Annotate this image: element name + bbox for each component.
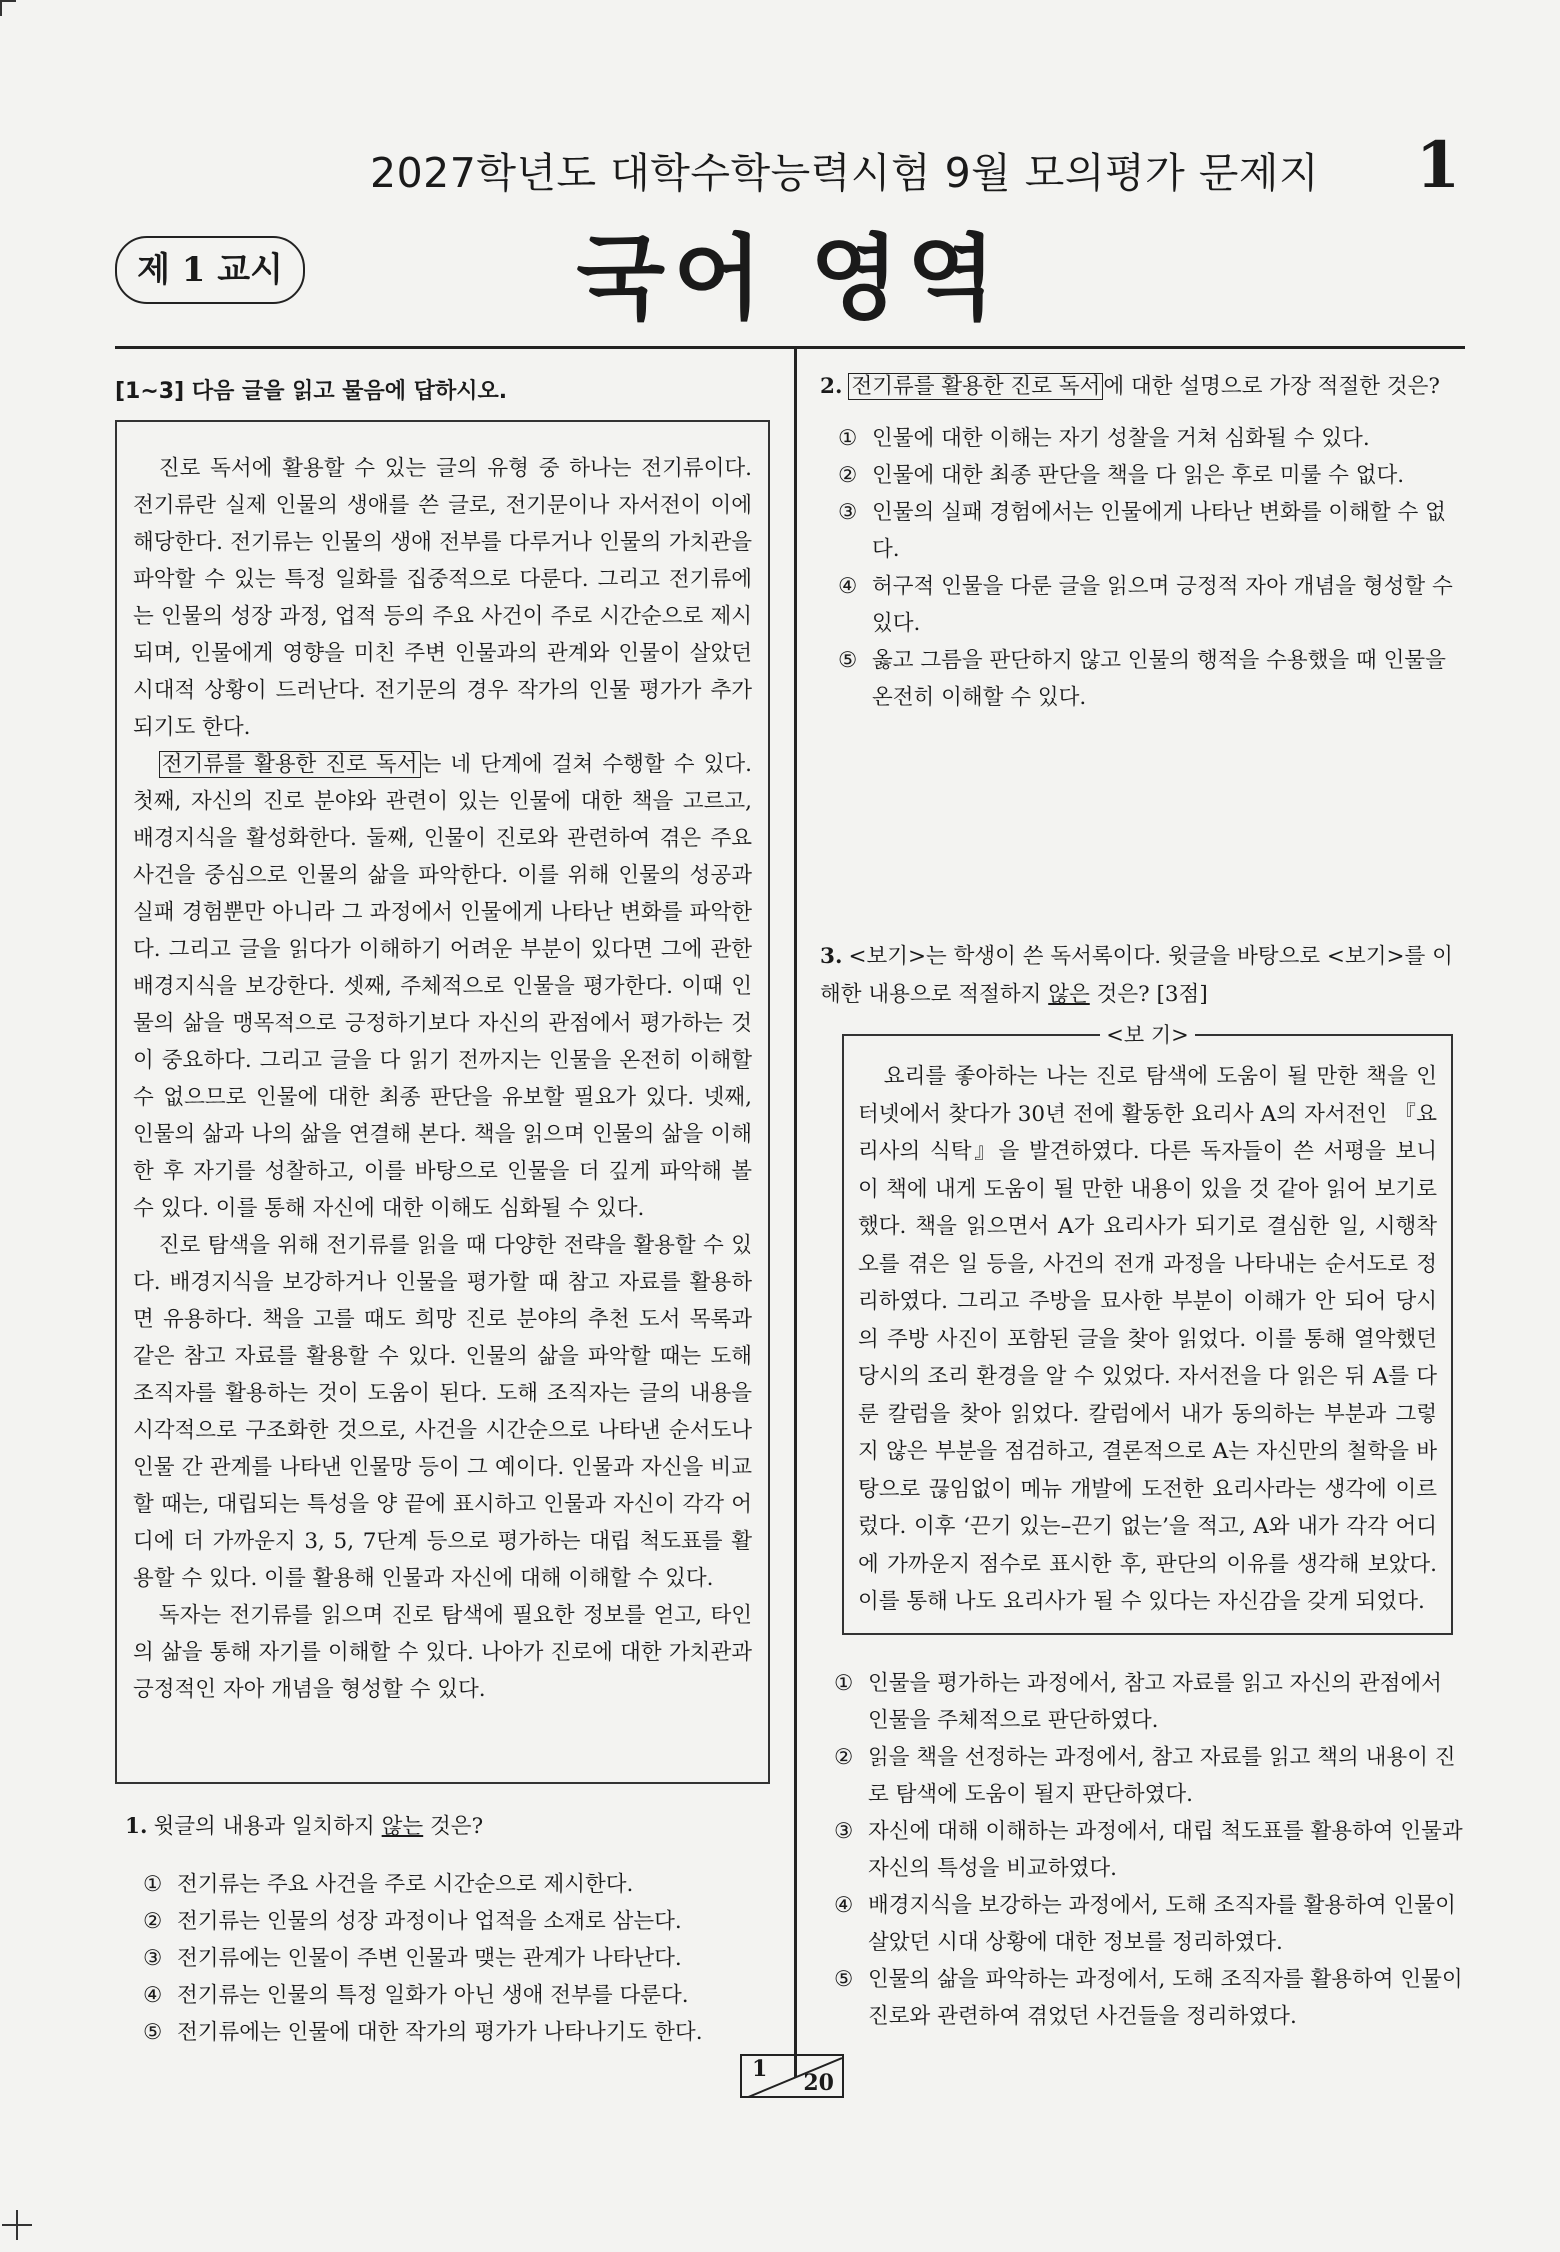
question-1-choice-1[interactable] bbox=[143, 1866, 775, 1903]
question-1-stem-text: 윗글의 내용과 일치하지 bbox=[153, 1814, 382, 1839]
choice-marker: ⑤ bbox=[834, 1966, 854, 1992]
question-1-underlined: 않는 bbox=[381, 1814, 424, 1839]
question-3-choices bbox=[820, 1665, 1465, 2035]
choice-text: 읽을 책을 선정하는 과정에서, 참고 자료를 읽고 책의 내용이 진로 탐색에 도움이 될지 판단하였다. bbox=[868, 1744, 1456, 1807]
question-3-underlined: 않은 bbox=[1048, 982, 1090, 1007]
page-indicator bbox=[740, 2054, 844, 2098]
choice-marker: ④ bbox=[838, 574, 858, 599]
question-3-stem-end: 것은? [3점] bbox=[1089, 982, 1208, 1007]
choice-text: 인물의 삶을 파악하는 과정에서, 도해 조직자를 활용하여 인물이 진로와 관련하여 겪었던 사건들을 정리하였다. bbox=[868, 1966, 1463, 2029]
choice-text: 인물에 대한 이해는 자기 성찰을 거쳐 심화될 수 있다. bbox=[872, 426, 1370, 451]
question-2-stem bbox=[820, 368, 1465, 406]
choice-text: 전기류에는 인물이 주변 인물과 맺는 관계가 나타난다. bbox=[177, 1946, 682, 1971]
question-2 bbox=[820, 368, 1465, 716]
choice-text: 배경지식을 보강하는 과정에서, 도해 조직자를 활용하여 인물이 살았던 시대 상황에 대한 정보를 정리하였다. bbox=[868, 1892, 1456, 1955]
choice-text: 전기류는 인물의 특정 일화가 아닌 생애 전부를 다룬다. bbox=[177, 1983, 689, 2008]
choice-marker: ⑤ bbox=[143, 2020, 163, 2045]
question-1-choice-2[interactable] bbox=[143, 1903, 775, 1940]
question-3-choice-4[interactable] bbox=[834, 1887, 1465, 1961]
choice-marker: ⑤ bbox=[838, 648, 858, 673]
column-divider bbox=[794, 349, 797, 2077]
question-3 bbox=[820, 938, 1465, 2035]
question-2-boxed-term: 전기류를 활용한 진로 독서 bbox=[848, 373, 1103, 400]
passage-paragraph-2 bbox=[133, 746, 752, 1227]
question-2-choice-5[interactable] bbox=[838, 642, 1465, 716]
choice-text: 전기류는 주요 사건을 주로 시간순으로 제시한다. bbox=[177, 1872, 634, 1897]
choice-marker: ② bbox=[143, 1909, 163, 1934]
bogi-box bbox=[842, 1023, 1453, 1635]
registration-mark-bottom-left bbox=[2, 2210, 32, 2240]
choice-marker: ① bbox=[143, 1872, 163, 1897]
passage-paragraph-4: 독자는 전기류를 읽으며 진로 탐색에 필요한 정보를 얻고, 타인의 삶을 통해 자기를 이해할 수 있다. 나아가 진로에 대한 가치관과 긍정적인 자아 개념을 형성할 수 있다. bbox=[133, 1603, 752, 1702]
total-pages: 20 bbox=[803, 2070, 834, 2096]
question-2-choice-1[interactable] bbox=[838, 420, 1465, 457]
bogi-label-text: <보 기> bbox=[1100, 1023, 1194, 1047]
choice-text: 인물에 대한 최종 판단을 책을 다 읽은 후로 미룰 수 없다. bbox=[872, 463, 1405, 488]
choice-marker: ④ bbox=[143, 1983, 163, 2008]
registration-mark-top-left bbox=[0, 0, 16, 16]
question-2-choice-2[interactable] bbox=[838, 457, 1465, 494]
question-3-stem bbox=[820, 938, 1465, 1014]
question-1-choice-5[interactable] bbox=[143, 2014, 775, 2051]
question-2-stem-text: 에 대한 설명으로 가장 적절한 것은? bbox=[1103, 374, 1440, 399]
choice-marker: ② bbox=[834, 1744, 854, 1770]
set-instruction: [1~3] 다음 글을 읽고 물음에 답하시오. bbox=[115, 379, 508, 404]
passage-paragraph-3: 진로 탐색을 위해 전기류를 읽을 때 다양한 전략을 활용할 수 있다. 배경지식을 보강하거나 인물을 평가할 때 참고 자료를 활용하면 유용하다. 책을 고를 때도 희망 진로 분야의 추천 도서 목록과 같은 참고 자료를 활용할 수 있다. 인물의 삶을 파악할 때는 도해 조직자를 활용하는 것이 도움이 된다. 도해 조직자는 글의 내용을 시각적으로 구조화한 것으로, 사건을 시간순으로 나타낸 순서도나 인물 간 관계를 나타낸 인물망 등이 그 예이다. 인물과 자신을 비교할 때는, 대립되는 특성을 양 끝에 표시하고 인물과 자신이 각각 어디에 더 가까운지 3, 5, 7단계 등으로 평가하는 대립 척도표를 활용할 수 있다. 이를 활용해 인물과 자신에 대해 이해할 수 있다. bbox=[133, 1233, 752, 1591]
question-3-stem-text: <보기>는 학생이 쓴 독서록이다. 윗글을 바탕으로 <보기>를 이해한 내용으로 적절하지 bbox=[820, 944, 1453, 1007]
choice-marker: ① bbox=[834, 1670, 854, 1696]
choice-text: 인물의 실패 경험에서는 인물에게 나타난 변화를 이해할 수 없다. bbox=[872, 500, 1446, 562]
question-1-choice-3[interactable] bbox=[143, 1940, 775, 1977]
choice-marker: ② bbox=[838, 463, 858, 488]
question-2-choices bbox=[820, 420, 1465, 716]
choice-marker: ③ bbox=[834, 1818, 854, 1844]
choice-marker: ③ bbox=[838, 500, 858, 525]
current-page: 1 bbox=[752, 2056, 768, 2082]
choice-text: 자신에 대해 이해하는 과정에서, 대립 척도표를 활용하여 인물과 자신의 특성을 비교하였다. bbox=[868, 1818, 1463, 1881]
question-3-choice-5[interactable] bbox=[834, 1961, 1465, 2035]
question-1-choice-4[interactable] bbox=[143, 1977, 775, 2014]
reading-passage bbox=[115, 420, 770, 1784]
period-badge: 제 1 교시 bbox=[115, 236, 305, 304]
choice-marker: ③ bbox=[143, 1946, 163, 1971]
question-1 bbox=[125, 1808, 775, 2051]
passage-paragraph-2-text: 는 네 단계에 걸쳐 수행할 수 있다. 첫째, 자신의 진로 분야와 관련이 있는 인물에 대한 책을 고르고, 배경지식을 활성화한다. 둘째, 인물이 진로와 관련하여 겪은 주요 사건을 중심으로 인물의 삶을 파악한다. 이를 위해 인물의 성공과 실패 경험뿐만 아니라 그 과정에서 인물에게 나타난 변화를 파악한다. 그리고 글을 읽다가 이해하기 어려운 부분이 있다면 그에 관한 배경지식을 보강한다. 셋째, 주체적으로 인물을 평가한다. 이때 인물의 삶을 맹목적으로 긍정하기보다 자신의 관점에서 평가하는 것이 중요하다. 그리고 글을 다 읽기 전까지는 인물을 온전히 이해할 수 없으므로 인물에 대한 최종 판단을 유보할 필요가 있다. 넷째, 인물의 삶과 나의 삶을 연결해 본다. 책을 읽으며 인물의 삶을 이해한 후 자기를 성찰하고, 이를 바탕으로 인물을 더 깊게 파악해 볼 수 있다. 이를 통해 자신에 대한 이해도 심화될 수 있다. bbox=[133, 752, 752, 1221]
choice-marker: ④ bbox=[834, 1892, 854, 1918]
question-1-number: 1. bbox=[125, 1814, 148, 1839]
question-2-number: 2. bbox=[820, 374, 843, 399]
exam-title: 2027학년도 대학수학능력시험 9월 모의평가 문제지 bbox=[370, 149, 1320, 197]
question-2-choice-3[interactable] bbox=[838, 494, 1465, 568]
question-1-stem bbox=[125, 1808, 775, 1846]
question-1-choices bbox=[125, 1866, 775, 2051]
choice-text: 허구적 인물을 다룬 글을 읽으며 긍정적 자아 개념을 형성할 수 있다. bbox=[872, 574, 1453, 636]
question-3-choice-2[interactable] bbox=[834, 1739, 1465, 1813]
question-2-choice-4[interactable] bbox=[838, 568, 1465, 642]
choice-text: 인물을 평가하는 과정에서, 참고 자료를 읽고 자신의 관점에서 인물을 주체적으로 판단하였다. bbox=[868, 1670, 1442, 1733]
choice-text: 옳고 그름을 판단하지 않고 인물의 행적을 수용했을 때 인물을 온전히 이해할 수 있다. bbox=[872, 648, 1446, 710]
boxed-term: 전기류를 활용한 진로 독서 bbox=[159, 751, 421, 778]
choice-marker: ① bbox=[838, 426, 858, 451]
subject-title: 국어 영역 bbox=[576, 225, 1004, 332]
bogi-text: 요리를 좋아하는 나는 진로 탐색에 도움이 될 만한 책을 인터넷에서 찾다가 30년 전에 활동한 요리사 A의 자서전인 『요리사의 식탁』을 발견하였다. 다른 독자들이 쓴 서평을 보니 이 책에 내게 도움이 될 만한 내용이 있을 것 같아 읽어 보기로 했다. 책을 읽으면서 A가 요리사가 되기로 결심한 일, 시행착오를 겪은 일 등을, 사건의 전개 과정을 나타내는 순서도로 정리하였다. 그리고 주방을 묘사한 부분이 이해가 안 되어 당시의 주방 사진이 포함된 글을 찾아 읽었다. 이를 통해 열악했던 당시의 조리 환경을 알 수 있었다. 자서전을 다 읽은 뒤 A를 다룬 칼럼을 찾아 읽었다. 칼럼에서 내가 동의하는 부분과 그렇지 않은 부분을 점검하고, 결론적으로 A는 자신만의 철학을 바탕으로 끊임없이 메뉴 개발에 도전한 요리사라는 생각에 이르렀다. 이후 ‘끈기 있는–끈기 없는’을 적고, A와 내가 각각 어디에 가까운지 점수로 표시한 후, 판단의 이유를 생각해 보았다. 이를 통해 나도 요리사가 될 수 있다는 자신감을 갖게 되었다. bbox=[858, 1064, 1437, 1614]
choice-text: 전기류는 인물의 성장 과정이나 업적을 소재로 삼는다. bbox=[177, 1909, 682, 1934]
question-1-stem-end: 것은? bbox=[423, 1814, 484, 1839]
question-3-choice-1[interactable] bbox=[834, 1665, 1465, 1739]
question-3-number: 3. bbox=[820, 944, 843, 969]
choice-text: 전기류에는 인물에 대한 작가의 평가가 나타나기도 한다. bbox=[177, 2020, 703, 2045]
question-3-choice-3[interactable] bbox=[834, 1813, 1465, 1887]
header-rule bbox=[115, 346, 1465, 349]
bogi-label bbox=[844, 1022, 1451, 1048]
page-number: 1 bbox=[1415, 128, 1461, 203]
passage-paragraph-1: 진로 독서에 활용할 수 있는 글의 유형 중 하나는 전기류이다. 전기류란 실제 인물의 생애를 쓴 글로, 전기문이나 자서전이 이에 해당한다. 전기류는 인물의 생애 전부를 다루거나 인물의 가치관을 파악할 수 있는 특정 일화를 집중적으로 다룬다. 그리고 전기류에는 인물의 성장 과정, 업적 등의 주요 사건이 주로 시간순으로 제시되며, 인물에게 영향을 미친 주변 인물과의 관계와 인물이 살았던 시대적 상황이 드러난다. 전기문의 경우 작가의 인물 평가가 추가되기도 한다. bbox=[133, 456, 752, 740]
